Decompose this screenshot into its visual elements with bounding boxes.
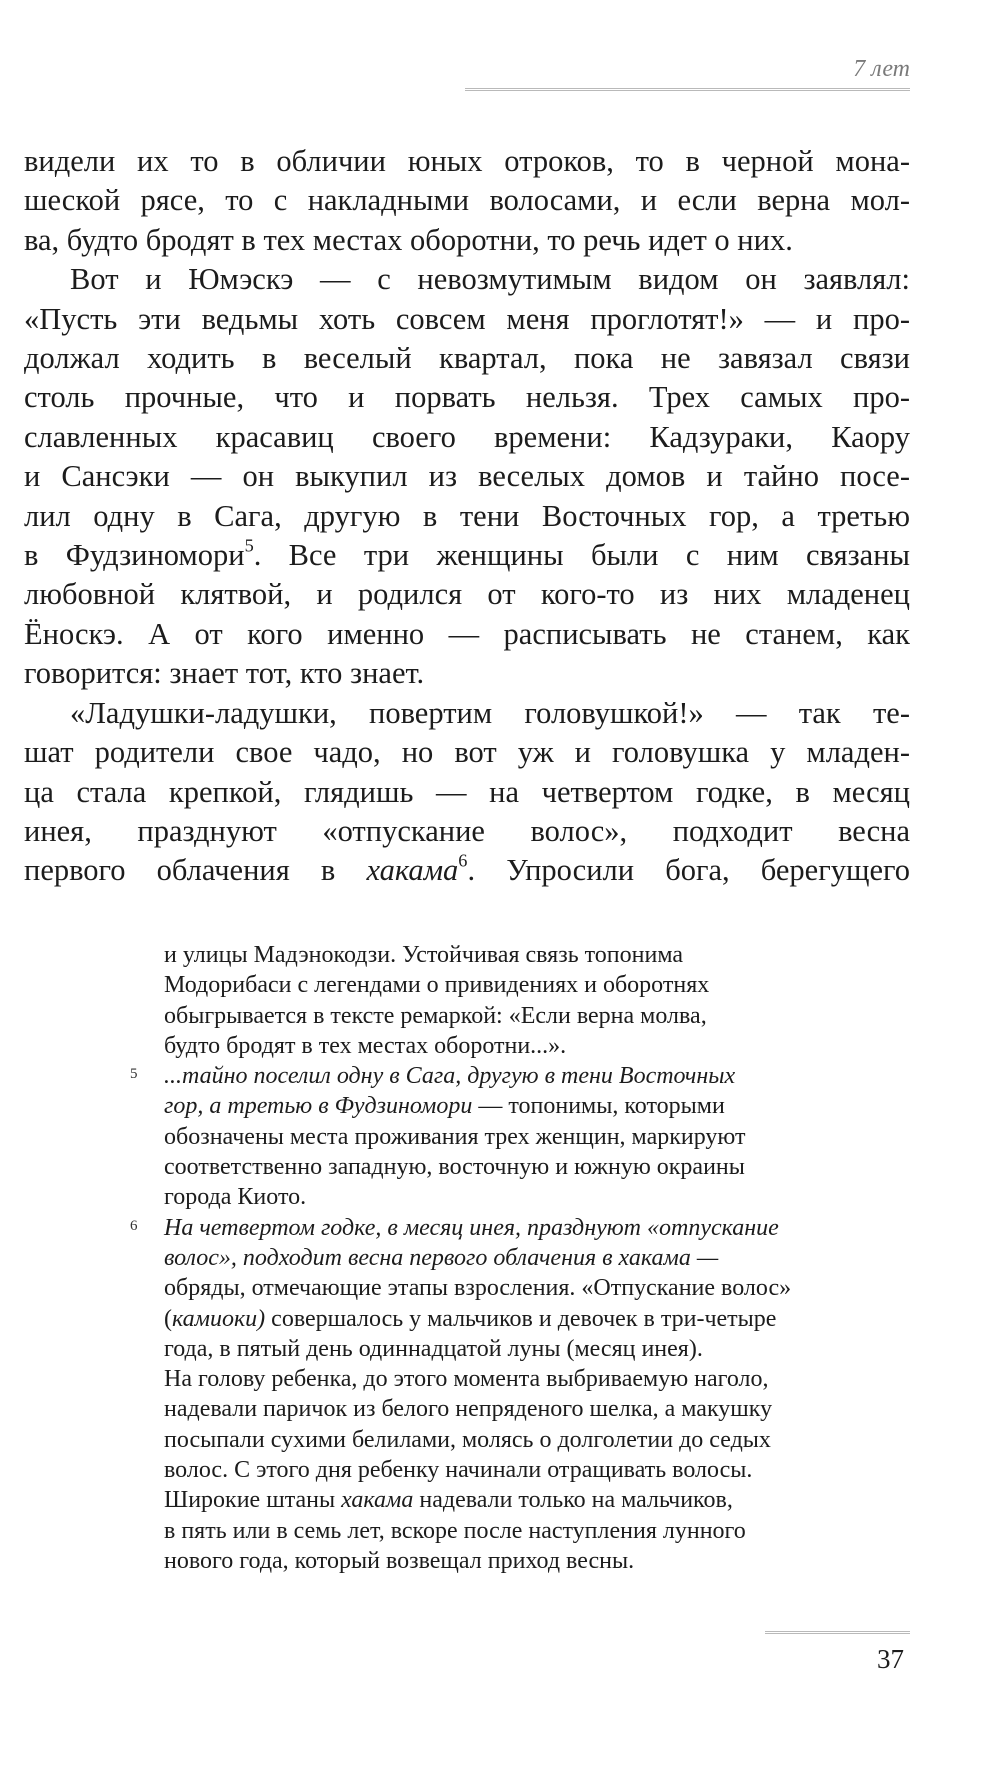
footnote-line: нового года, который возвещал приход весны. — [164, 1547, 635, 1574]
footnote-italic: хакама — [341, 1487, 414, 1514]
text-fragment-italic: хакама — [366, 853, 459, 888]
text-line: Ёноскэ. А от кого именно — расписывать не станем, как — [24, 616, 910, 651]
text-fragment: в Фудзиномори — [24, 538, 245, 573]
footnote-text: совершалось у мальчиков и девочек в три-четыре — [265, 1305, 777, 1332]
footnote-text: ( — [164, 1305, 172, 1332]
footnote-text: надевали только на мальчиков, — [413, 1487, 733, 1514]
footnote-line: посыпали сухими белилами, молясь о долголетии до седых — [164, 1426, 771, 1453]
footnote-line: соответственно западную, восточную и южную окраины — [164, 1154, 745, 1181]
text-line: любовной клятвой, и родился от кого-то из них младенец — [24, 577, 910, 612]
footnote-line: года, в пятый день одиннадцатой луны (месяц инея). — [164, 1335, 703, 1362]
text-line: шат родители свое чадо, но вот уж и головушка у младен- — [24, 735, 910, 770]
paragraph-1 — [24, 142, 910, 260]
footnote-italic: камиоки) — [172, 1305, 266, 1332]
footnote-italic: волос», подходит весна первого облачения в хакама — — [164, 1244, 719, 1271]
footnote-line — [164, 1091, 920, 1121]
footnotes — [130, 940, 920, 1576]
footnote-6 — [130, 1213, 920, 1577]
text-line: видели их то в обличии юных отроков, то в черной мона- — [24, 144, 910, 178]
text-line: лил одну в Сага, другую в тени Восточных гор, а третью — [24, 498, 910, 533]
footnote-ref-5[interactable]: 5 — [244, 535, 254, 556]
footnote-text: — топонимы, которыми — [472, 1093, 725, 1120]
text-line: столь прочные, что и порвать нельзя. Трех самых про- — [24, 380, 910, 415]
text-line: «Пусть эти ведьмы хоть совсем меня проглотят!» — и про- — [24, 301, 910, 336]
text-line: ца стала крепкой, глядишь — на четвертом годке, в месяц — [24, 774, 910, 809]
page-number: 37 — [877, 1644, 904, 1674]
footnote-line: обряды, отмечающие этапы взросления. «Отпускание волос» — [164, 1275, 792, 1302]
footnote-text: Широкие штаны — [164, 1487, 342, 1514]
footnote-line — [164, 1243, 920, 1273]
footnote-line: Модорибаси с легендами о привидениях и оборотнях — [164, 972, 710, 999]
footnote-italic: ...тайно поселил одну в Сага, другую в тени Восточных — [164, 1063, 736, 1090]
footnote-line: надевали паричок из белого непряденого шелка, а макушку — [164, 1396, 773, 1423]
text-line — [24, 851, 910, 890]
footnote-line: будто бродят в тех местах оборотни...». — [164, 1032, 567, 1059]
footnote-line — [164, 1485, 920, 1515]
footnote-line: На голову ребенка, до этого момента выбриваемую наголо, — [164, 1366, 769, 1393]
paragraph-3 — [24, 694, 910, 891]
footnote-line: города Киото. — [164, 1184, 307, 1211]
footnote-line: обозначены места проживания трех женщин, маркируют — [164, 1123, 746, 1150]
text-fragment: первого облачения в — [24, 853, 367, 888]
footnote-ref-6[interactable]: 6 — [458, 850, 468, 871]
footnote-line: и улицы Мадэнокодзи. Устойчивая связь топонима — [164, 942, 684, 968]
footnote-line: волос. С этого дня ребенку начинали отращивать волосы. — [164, 1457, 753, 1484]
footnote-continuation — [130, 940, 920, 1061]
footnote-number: 5 — [130, 1066, 138, 1083]
footnote-line — [164, 1304, 920, 1334]
text-line: славленных красавиц своего времени: Кадзураки, Каору — [24, 419, 910, 454]
text-line: должал ходить в веселый квартал, пока не завязал связи — [24, 341, 910, 376]
paragraph-2 — [24, 260, 910, 693]
text-line: говорится: знает тот, кто знает. — [24, 656, 425, 691]
footnote-number: 6 — [130, 1217, 138, 1234]
running-header: 7 лет — [853, 56, 910, 82]
footnote-line: обыгрывается в тексте ремаркой: «Если верна молва, — [164, 1002, 707, 1029]
footnote-line — [164, 1213, 920, 1243]
text-line: инея, празднуют «отпускание волос», подходит весна — [24, 813, 910, 848]
text-line: «Ладушки-ладушки, повертим головушкой!» — так те- — [70, 695, 910, 730]
text-line: Вот и Юмэскэ — с невозмутимым видом он заявлял: — [70, 262, 910, 297]
footnote-5 — [130, 1061, 920, 1212]
text-fragment: . Все три женщины были с ним связаны — [253, 538, 911, 573]
text-line: шеской рясе, то с накладными волосами, и если верна мол- — [24, 183, 910, 218]
footnote-italic: гор, а третью в Фудзиномори — [164, 1093, 473, 1120]
footnote-line: в пять или в семь лет, вскоре после наступления лунного — [164, 1517, 746, 1544]
footer-rule — [765, 1631, 910, 1634]
text-fragment: . Упросили бога, берегущего — [467, 853, 910, 888]
footnote-italic: На четвертом годке, в месяц инея, празднуют «отпускание — [164, 1214, 779, 1241]
footnote-line — [164, 1061, 920, 1091]
text-line: ва, будто бродят в тех местах оборотни, то речь идет о них. — [24, 222, 793, 257]
main-text — [24, 142, 910, 891]
header-rule — [465, 88, 910, 91]
text-line: и Сансэки — он выкупил из веселых домов и тайно посе- — [24, 459, 910, 494]
text-line — [24, 536, 910, 575]
